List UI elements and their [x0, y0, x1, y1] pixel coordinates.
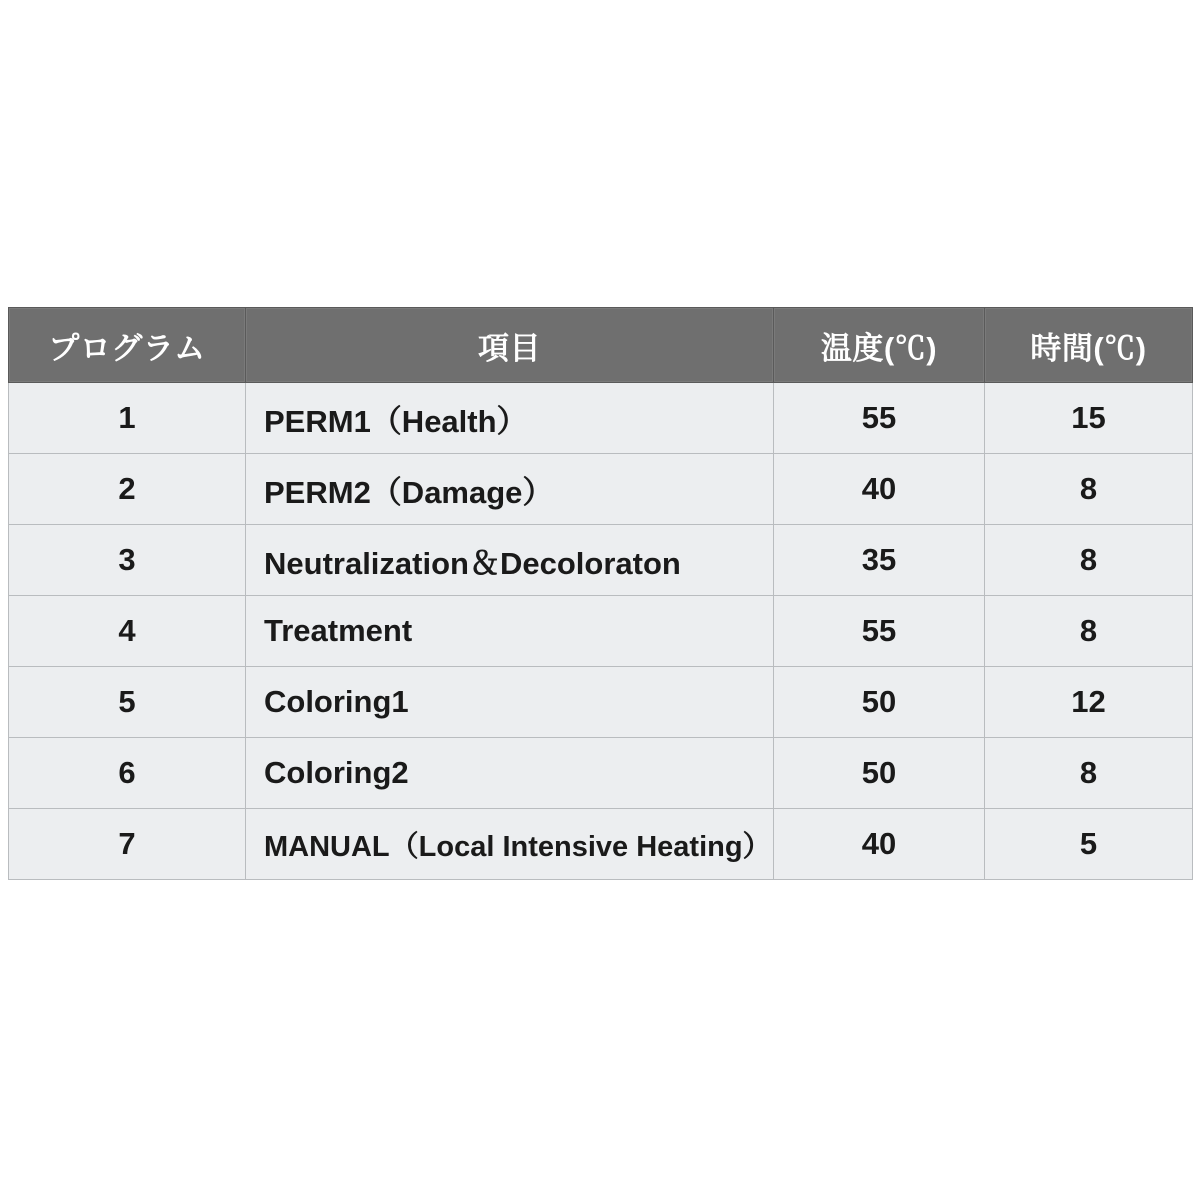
- program-table-container: [8, 307, 1192, 880]
- cell-time: 8: [985, 454, 1193, 525]
- table-header: [9, 308, 1193, 383]
- cell-program: 4: [9, 596, 246, 667]
- cell-time: 8: [985, 596, 1193, 667]
- cell-temperature: 50: [774, 667, 985, 738]
- cell-time: 15: [985, 383, 1193, 454]
- table-row: [9, 738, 1193, 809]
- cell-item: Coloring1: [246, 667, 774, 738]
- cell-temperature: 40: [774, 809, 985, 880]
- cell-program: 3: [9, 525, 246, 596]
- program-table: [8, 307, 1193, 880]
- cell-temperature: 40: [774, 454, 985, 525]
- table-header-row: [9, 308, 1193, 383]
- table-row: [9, 454, 1193, 525]
- cell-time: 8: [985, 525, 1193, 596]
- table-row: [9, 525, 1193, 596]
- table-body: [9, 383, 1193, 880]
- cell-item: Treatment: [246, 596, 774, 667]
- cell-program: 5: [9, 667, 246, 738]
- column-header-time: 時間(℃): [985, 308, 1193, 383]
- cell-temperature: 55: [774, 383, 985, 454]
- cell-temperature: 35: [774, 525, 985, 596]
- column-header-temperature: 温度(℃): [774, 308, 985, 383]
- cell-time: 5: [985, 809, 1193, 880]
- cell-program: 6: [9, 738, 246, 809]
- table-row: [9, 596, 1193, 667]
- column-header-item: 項目: [246, 308, 774, 383]
- cell-time: 8: [985, 738, 1193, 809]
- cell-item: Neutralization＆Decoloraton: [246, 525, 774, 596]
- cell-temperature: 55: [774, 596, 985, 667]
- cell-item: PERM2（Damage）: [246, 454, 774, 525]
- cell-program: 7: [9, 809, 246, 880]
- cell-item: Coloring2: [246, 738, 774, 809]
- cell-program: 2: [9, 454, 246, 525]
- cell-time: 12: [985, 667, 1193, 738]
- cell-temperature: 50: [774, 738, 985, 809]
- table-row: [9, 383, 1193, 454]
- column-header-program: プログラム: [9, 308, 246, 383]
- cell-item: PERM1（Health）: [246, 383, 774, 454]
- cell-item: MANUAL（Local Intensive Heating）: [246, 809, 774, 880]
- table-row: [9, 667, 1193, 738]
- cell-program: 1: [9, 383, 246, 454]
- table-row: [9, 809, 1193, 880]
